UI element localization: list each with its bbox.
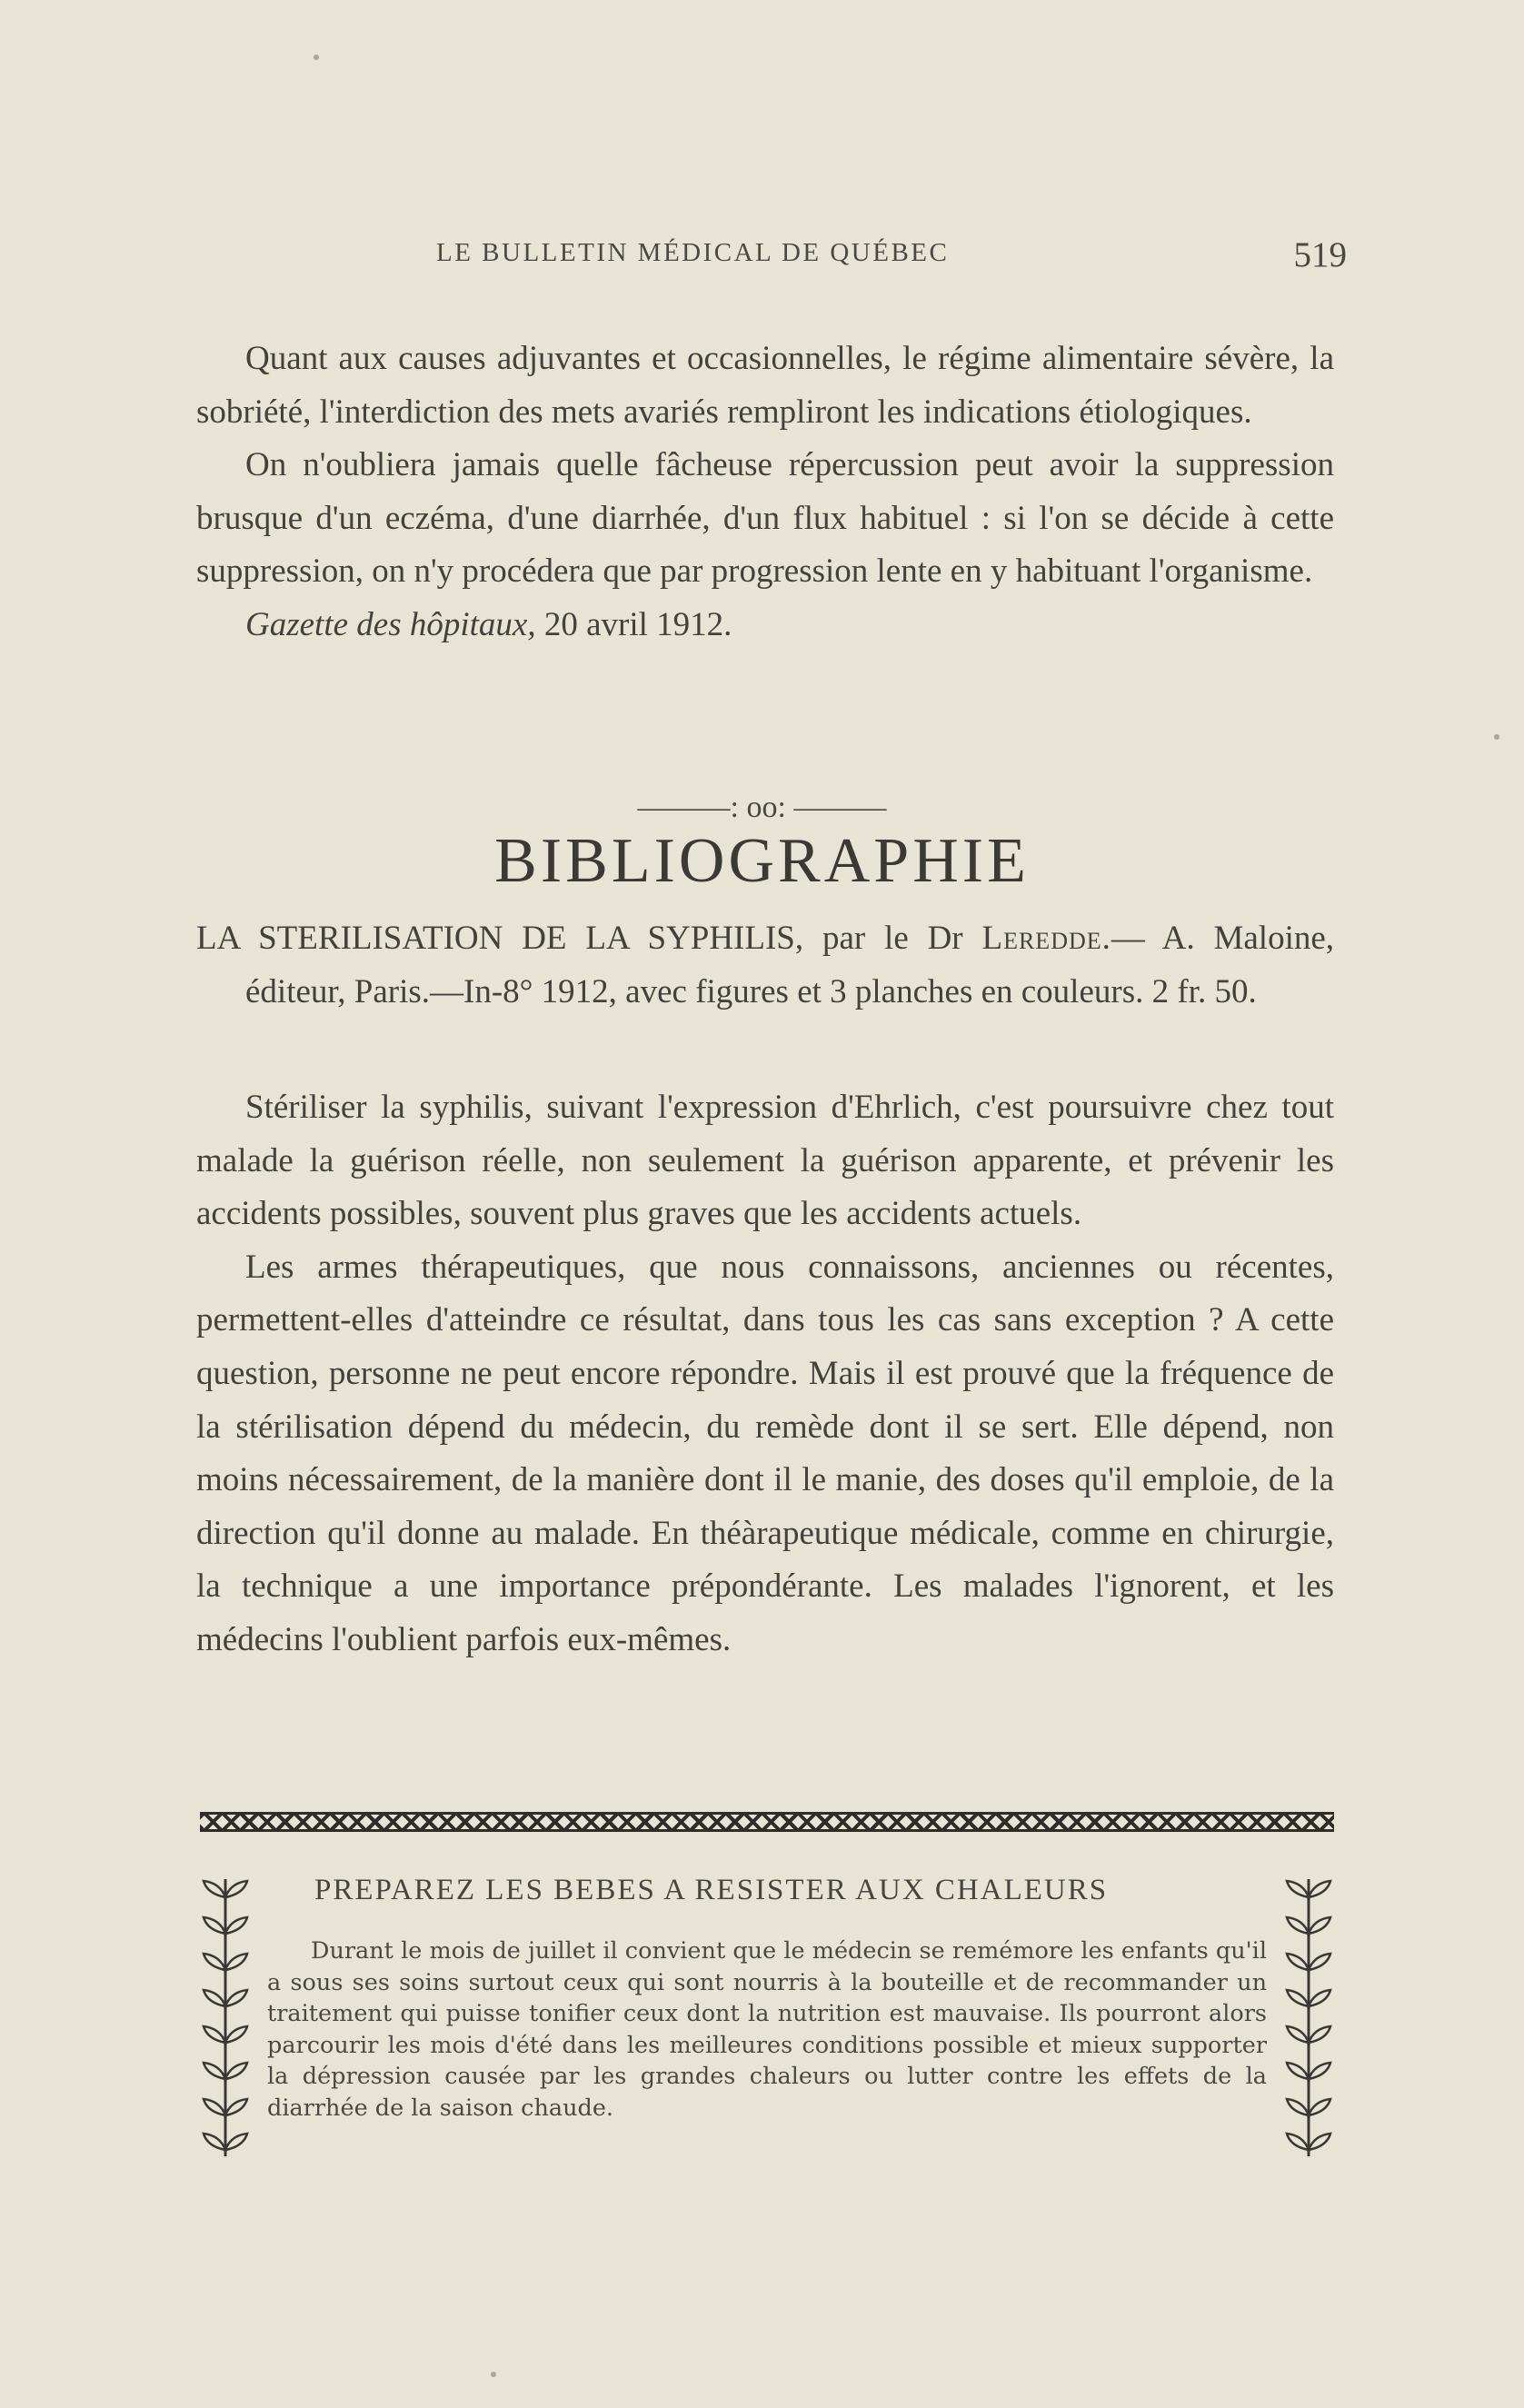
book-title: LA STERILISATION DE LA SYPHILIS, (196, 920, 804, 957)
paragraph: Quant aux causes adjuvantes et occasionnelles, le régime alimentaire sévère, la sobriété, l'interdiction des mets avariés rempliront les indications étiologiques. (196, 340, 1334, 431)
paragraph: On n'oubliera jamais quelle fâcheuse répercussion peut avoir la suppression brusque d'un eczéma, d'une diarrhée, d'un flux habituel : si l'on se décide à cette suppression, on n'y procédera que par progression lente en y habituant l'organisme. (196, 446, 1334, 591)
citation-source: Gazette des hôpitaux, (245, 605, 536, 643)
paper-speck (314, 55, 319, 60)
advertisement-text: Durant le mois de juillet il convient que le médecin se remémore les enfants qu'il a sous ses soins surtout ceux qui sont nourris à la bouteille et de recommander un traitement qui puisse tonifier ceux dont la nutrition est mauvaise. Ils pourront alors parcourir les mois d'été dans les meilleures conditions possible et mieux supporter la dépression causée par les grandes chaleurs ou lutter contre les effets de la diarrhée de la saison chaude. (267, 1937, 1267, 2122)
paragraph: Stériliser la syphilis, suivant l'expression d'Ehrlich, c'est poursuivre chez tout malade la guérison réelle, non seulement la guérison apparente, et prévenir les accidents possibles, souvent plus graves que les accidents actuels. (196, 1089, 1334, 1233)
vine-ornament-icon (1283, 1879, 1334, 2156)
vine-ornament-icon (200, 1879, 251, 2156)
paragraph: Les armes thérapeutiques, que nous connaissons, anciennes ou récentes, permettent-elles d'atteindre ce résultat, dans tous les cas sans exception ? A cette question, personne ne peut encore répondre. Mais il est prouvé que la fréquence de la stérilisation dépend du médecin, du remède dont il se sert. Elle dépend, non moins nécessairement, de la manière dont il le manie, des doses qu'il emploie, de la direction qu'il donne au malade. En théàrapeutique médicale, comme en chirurgie, la technique a une importance prépondérante. Les malades l'ignorent, et les médecins l'oublient parfois eux-mêmes. (196, 1248, 1334, 1658)
book-heading (196, 912, 1334, 1019)
section-separator: ———: oo: ——— (637, 791, 887, 824)
paper-speck (491, 2372, 496, 2377)
advertisement (200, 1870, 1334, 2161)
section-title: BIBLIOGRAPHIE (494, 826, 1030, 896)
advertisement-title: PREPAREZ LES BEBES A RESISTER AUX CHALEURS (314, 1874, 1109, 1906)
book-by: par le Dr (822, 920, 963, 957)
citation (196, 599, 1334, 652)
paper-speck (1494, 734, 1499, 740)
running-title: LE BULLETIN MÉDICAL DE QUÉBEC (436, 238, 950, 267)
citation-date: 20 avril 1912. (543, 605, 732, 643)
page-number: 519 (1293, 235, 1347, 274)
book-entry (196, 912, 1334, 1019)
book-review (196, 1081, 1334, 1667)
decorative-border (200, 1812, 1334, 1832)
book-author: Leredde. (981, 920, 1111, 957)
article-end (196, 333, 1334, 652)
book-publication: — A. Maloine, éditeur, Paris.—In-8° 1912, avec figures et 3 planches en couleurs. 2 fr. 50. (245, 920, 1335, 1010)
